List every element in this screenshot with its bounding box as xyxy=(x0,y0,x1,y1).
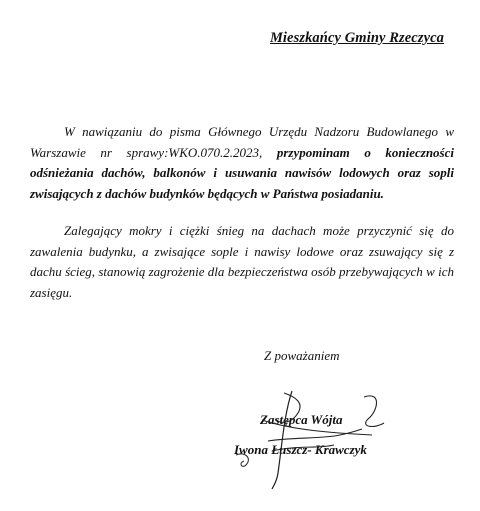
paragraph-reminder xyxy=(30,122,454,204)
paragraph-warning-text: Zalegający mokry i ciężki śnieg na dachach może przyczynić się do zawalenia budynku, a zwisające sople i nawisy lodowe oraz zsuwający się z dachu ścieg, stanowią zagrożenie dla bezpieczeństwa osób przebywających w ich zasięgu. xyxy=(30,223,454,300)
handwritten-signature xyxy=(222,385,422,495)
paragraph-reminder-intro: W nawiązaniu do pisma Głównego Urzędu Nadzoru Budowlanego w Warszawie nr sprawy:WKO.070.2.2023, xyxy=(30,124,454,160)
signatory-name: Iwona Łuszcz- Krawczyk xyxy=(234,442,367,457)
closing-greeting: Z poważaniem xyxy=(264,348,340,363)
paragraph-warning xyxy=(30,221,454,303)
signature-block xyxy=(222,385,422,495)
signatory-title: Zastępca Wójta xyxy=(260,412,343,427)
addressee-heading: Mieszkańcy Gminy Rzeczyca xyxy=(269,30,444,46)
paragraph-reminder-emphasis: przypominam o konieczności odśnieżania dachów, balkonów i usuwania nawisów lodowych oraz sopli zwisających z dachów budynków będących w Państwa posiadaniu. xyxy=(30,144,454,201)
